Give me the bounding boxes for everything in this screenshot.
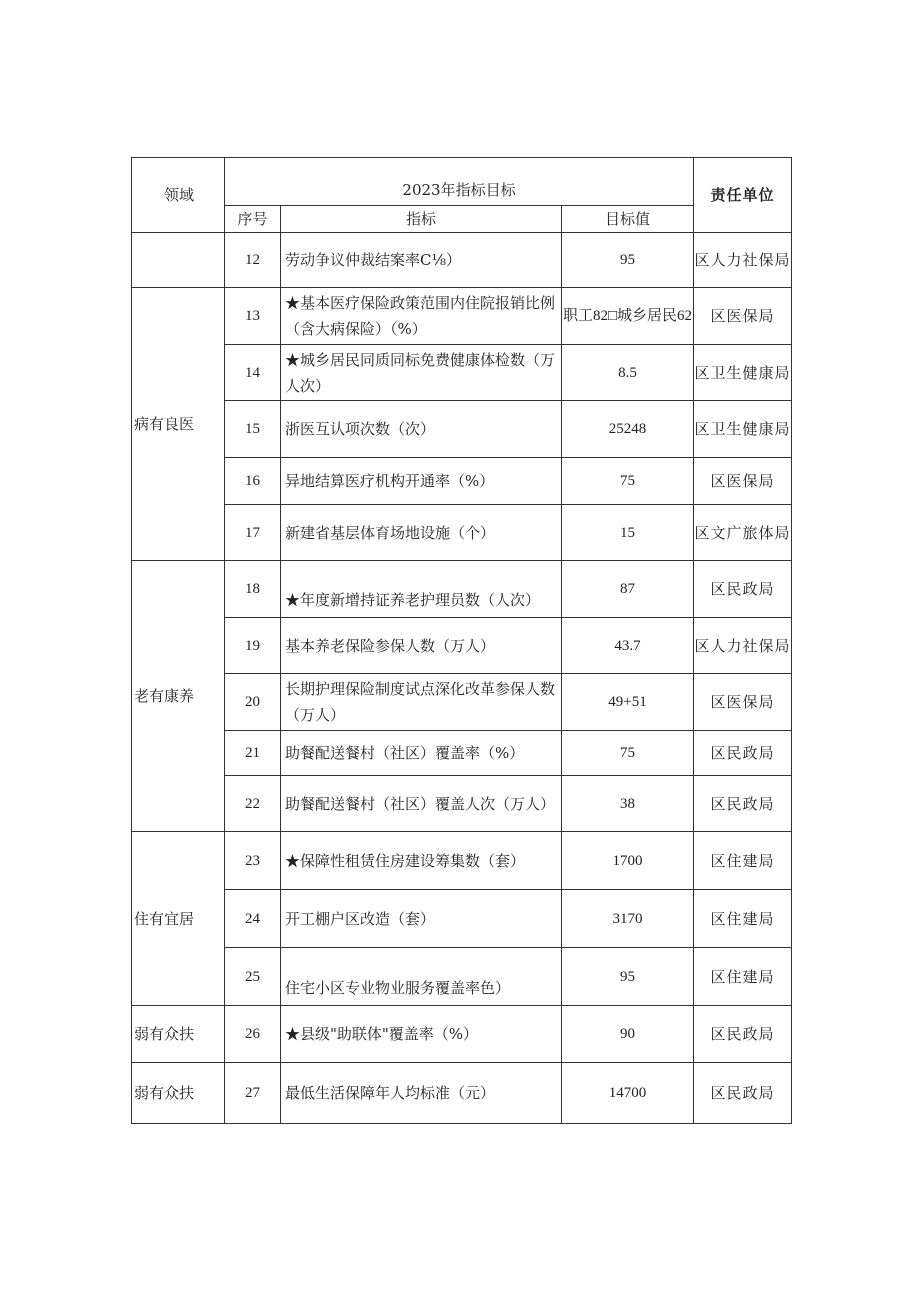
target-cell: 8.5 xyxy=(562,345,694,401)
target-cell: 49+51 xyxy=(562,674,694,731)
seq-cell: 25 xyxy=(225,948,281,1006)
target-cell: 38 xyxy=(562,776,694,832)
indicator-header: 指标 xyxy=(281,206,562,233)
seq-cell: 19 xyxy=(225,618,281,674)
domain-cell: 弱有众扶 xyxy=(132,1063,225,1124)
table-row xyxy=(132,561,792,618)
domain-cell: 住有宜居 xyxy=(132,832,225,1006)
table-row xyxy=(132,618,792,674)
domain-cell: 病有良医 xyxy=(132,288,225,561)
seq-cell: 18 xyxy=(225,561,281,618)
seq-cell: 14 xyxy=(225,345,281,401)
unit-cell: 区民政局 xyxy=(694,776,792,832)
target-cell: 1700 xyxy=(562,832,694,890)
indicator-cell: 新建省基层体育场地设施（个） xyxy=(281,505,562,561)
indicator-cell: 长期护理保险制度试点深化改革参保人数（万人） xyxy=(281,674,562,731)
target-header: 目标值 xyxy=(562,206,694,233)
unit-cell: 区人力社保局 xyxy=(694,618,792,674)
unit-cell: 区住建局 xyxy=(694,832,792,890)
seq-cell: 20 xyxy=(225,674,281,731)
header-row-1 xyxy=(132,158,792,206)
indicator-cell: 最低生活保障年人均标准（元） xyxy=(281,1063,562,1124)
seq-header: 序号 xyxy=(225,206,281,233)
indicator-cell: 异地结算医疗机构开通率（%） xyxy=(281,458,562,505)
unit-cell: 区民政局 xyxy=(694,1063,792,1124)
indicator-cell: 助餐配送餐村（社区）覆盖率（%） xyxy=(281,731,562,776)
unit-header: 责任单位 xyxy=(694,158,792,233)
unit-cell: 区民政局 xyxy=(694,1006,792,1063)
target-cell: 15 xyxy=(562,505,694,561)
unit-cell: 区文广旅体局 xyxy=(694,505,792,561)
table-row xyxy=(132,832,792,890)
domain-header: 领域 xyxy=(132,158,225,233)
seq-cell: 27 xyxy=(225,1063,281,1124)
table-row xyxy=(132,948,792,1006)
seq-cell: 17 xyxy=(225,505,281,561)
unit-cell: 区医保局 xyxy=(694,674,792,731)
target-cell: 25248 xyxy=(562,401,694,458)
header-row-2 xyxy=(132,206,792,233)
target-cell: 75 xyxy=(562,458,694,505)
unit-cell: 区医保局 xyxy=(694,288,792,345)
table-row xyxy=(132,731,792,776)
target-cell: 43.7 xyxy=(562,618,694,674)
indicator-cell: ★县级"助联体"覆盖率（%） xyxy=(281,1006,562,1063)
unit-cell: 区民政局 xyxy=(694,731,792,776)
table-row xyxy=(132,674,792,731)
table-row xyxy=(132,288,792,345)
unit-cell: 区卫生健康局 xyxy=(694,401,792,458)
unit-cell: 区卫生健康局 xyxy=(694,345,792,401)
indicator-cell: ★城乡居民同质同标免费健康体检数（万人次） xyxy=(281,345,562,401)
domain-cell: 弱有众扶 xyxy=(132,1006,225,1063)
indicator-cell: 劳动争议仲裁结案率C⅛） xyxy=(281,233,562,288)
seq-cell: 21 xyxy=(225,731,281,776)
group-title: 2023年指标目标 xyxy=(225,158,694,206)
target-cell: 95 xyxy=(562,233,694,288)
seq-cell: 12 xyxy=(225,233,281,288)
table-row xyxy=(132,1006,792,1063)
table-row xyxy=(132,401,792,458)
table-row xyxy=(132,233,792,288)
unit-cell: 区住建局 xyxy=(694,890,792,948)
unit-cell: 区住建局 xyxy=(694,948,792,1006)
seq-cell: 15 xyxy=(225,401,281,458)
unit-cell: 区医保局 xyxy=(694,458,792,505)
indicator-table xyxy=(131,157,792,1124)
unit-cell: 区民政局 xyxy=(694,561,792,618)
target-cell: 87 xyxy=(562,561,694,618)
seq-cell: 23 xyxy=(225,832,281,890)
table-row xyxy=(132,345,792,401)
table-row xyxy=(132,776,792,832)
indicator-cell: ★基本医疗保险政策范围内住院报销比例（含大病保险）（%） xyxy=(281,288,562,345)
target-cell: 职工82□城乡居民62 xyxy=(562,288,694,345)
table-row xyxy=(132,505,792,561)
indicator-cell: 浙医互认项次数（次） xyxy=(281,401,562,458)
seq-cell: 16 xyxy=(225,458,281,505)
table-row xyxy=(132,890,792,948)
domain-cell: 老有康养 xyxy=(132,561,225,832)
indicator-cell: ★年度新增持证养老护理员数（人次） xyxy=(281,561,562,618)
target-cell: 14700 xyxy=(562,1063,694,1124)
unit-cell: 区人力社保局 xyxy=(694,233,792,288)
domain-cell xyxy=(132,233,225,288)
indicator-cell: 住宅小区专业物业服务覆盖率色） xyxy=(281,948,562,1006)
table-row xyxy=(132,1063,792,1124)
indicator-cell: 助餐配送餐村（社区）覆盖人次（万人） xyxy=(281,776,562,832)
seq-cell: 13 xyxy=(225,288,281,345)
seq-cell: 26 xyxy=(225,1006,281,1063)
target-cell: 90 xyxy=(562,1006,694,1063)
seq-cell: 24 xyxy=(225,890,281,948)
indicator-cell: 基本养老保险参保人数（万人） xyxy=(281,618,562,674)
table-row xyxy=(132,458,792,505)
indicator-cell: 开工棚户区改造（套） xyxy=(281,890,562,948)
target-cell: 75 xyxy=(562,731,694,776)
indicator-cell: ★保障性租赁住房建设筹集数（套） xyxy=(281,832,562,890)
target-cell: 95 xyxy=(562,948,694,1006)
target-cell: 3170 xyxy=(562,890,694,948)
seq-cell: 22 xyxy=(225,776,281,832)
